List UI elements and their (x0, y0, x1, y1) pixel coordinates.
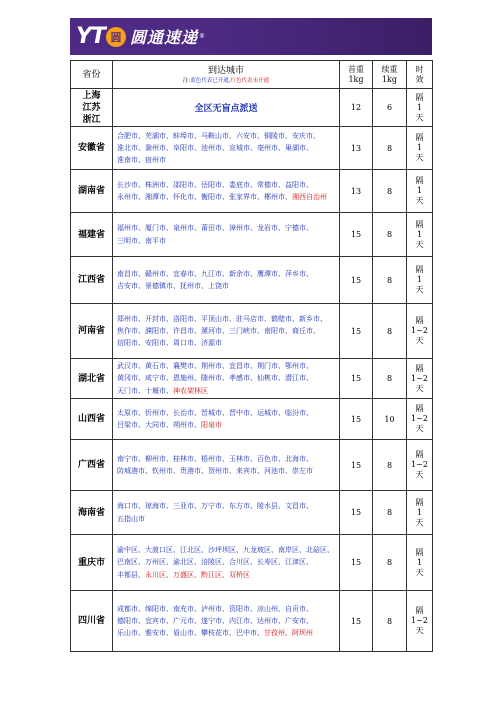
brand-logo (70, 18, 205, 55)
extra-weight-price: 8 (373, 591, 407, 652)
delivery-time: 隔 1~2 天 (407, 304, 433, 359)
first-weight-price: 15 (340, 359, 373, 399)
table-row (71, 440, 433, 491)
opened-cities: 渝中区、大渡口区、江北区、沙坪坝区、九龙坡区、南岸区、北碚区、巴南区、万州区、渝北区、涪陵区、合川区、长寿区、江津区、丰都县、 (117, 546, 334, 579)
shipping-rate-table (70, 60, 433, 652)
opened-cities: 太原市、忻州市、长治市、晋城市、晋中市、运城市、临汾市、吕梁市、大同市、朔州市、 (117, 408, 313, 429)
delivery-time: 隔 1 天 (407, 170, 433, 213)
province-cell: 广西省 (71, 440, 113, 491)
not-opened-cities: 甘孜州、阿坝州 (264, 629, 313, 638)
banner-stripe (205, 18, 432, 55)
header-city: 到达城市 注:蓝色代表已开通,红色代表未开通 (113, 61, 340, 89)
city-list-cell (113, 491, 340, 535)
province-cell: 重庆市 (71, 535, 113, 591)
table-row (71, 127, 433, 170)
delivery-time: 隔 1 天 (407, 535, 433, 591)
brand-banner (70, 18, 432, 55)
header-time: 时 效 (407, 61, 433, 89)
province-cell: 湖南省 (71, 170, 113, 213)
table-body (71, 89, 433, 652)
delivery-time: 隔 1 天 (407, 89, 433, 127)
opened-cities: 南宁市、柳州市、桂林市、梧州市、玉林市、百色市、北海市、防城港市、钦州市、贵港市、贺州市、来宾市、河池市、崇左市 (117, 454, 313, 475)
delivery-time: 隔 1~2 天 (407, 399, 433, 440)
table-row (71, 399, 433, 440)
table-row (71, 257, 433, 304)
opened-cities: 海口市、琼海市、三亚市、万宁市、东方市、陵水县、文昌市、五指山市 (117, 502, 313, 523)
city-list-cell (113, 127, 340, 170)
opened-cities: 长沙市、株洲市、邵阳市、岳阳市、娄底市、常德市、益阳市、永州市、湘潭市、怀化市、衡阳市、张家界市、郴州市、 (117, 180, 313, 201)
table-row (71, 535, 433, 591)
table-row (71, 170, 433, 213)
delivery-time: 隔 1 天 (407, 257, 433, 304)
extra-weight-price: 6 (373, 89, 407, 127)
first-weight-price: 15 (340, 304, 373, 359)
table-header-row (71, 61, 433, 89)
header-province: 省份 (71, 61, 113, 89)
registered-mark: ® (198, 33, 205, 40)
province-cell: 四川省 (71, 591, 113, 652)
header-extra-weight: 续重 1kg (373, 61, 407, 89)
extra-weight-price: 8 (373, 535, 407, 591)
extra-weight-price: 8 (373, 127, 407, 170)
city-list-cell (113, 213, 340, 257)
table-row (71, 359, 433, 399)
logo-mark-icon: 圆 (106, 27, 126, 47)
first-weight-price: 13 (340, 127, 373, 170)
province-cell: 河南省 (71, 304, 113, 359)
first-weight-price: 12 (340, 89, 373, 127)
table-row (71, 591, 433, 652)
opened-cities: 武汉市、黄石市、襄樊市、荆州市、宜昌市、荆门市、鄂州市、黄冈市、咸宁市、恩施州、随州市、孝感市、仙桃市、潜江市、天门市、十堰市、 (117, 362, 313, 395)
province-cell: 海南省 (71, 491, 113, 535)
table-row (71, 304, 433, 359)
not-opened-cities: 湘西自治州 (292, 193, 327, 201)
extra-weight-price: 10 (373, 399, 407, 440)
extra-weight-price: 8 (373, 440, 407, 491)
city-list-cell (113, 304, 340, 359)
first-weight-price: 15 (340, 257, 373, 304)
delivery-time: 隔 1 天 (407, 213, 433, 257)
city-list-cell (113, 257, 340, 304)
province-cell: 江西省 (71, 257, 113, 304)
opened-cities: 成都市、绵阳市、南充市、泸州市、资阳市、凉山州、自贡市、德阳市、宜宾市、广元市、遂宁市、内江市、达州市、广安市、乐山市、雅安市、眉山市、攀枝花市、巴中市、 (117, 604, 313, 638)
province-cell: 上海 江苏 浙江 (71, 89, 113, 127)
province-cell: 山西省 (71, 399, 113, 440)
delivery-time: 隔 1 天 (407, 127, 433, 170)
extra-weight-price: 8 (373, 304, 407, 359)
opened-cities: 合肥市、芜湖市、蚌埠市、马鞍山市、六安市、铜陵市、安庆市、淮北市、滁州市、阜阳市、池州市、宣城市、亳州市、巢湖市、淮南市、宿州市 (117, 131, 320, 165)
table-row (71, 213, 433, 257)
delivery-time: 隔 1~2 天 (407, 440, 433, 491)
first-weight-price: 15 (340, 213, 373, 257)
province-cell: 福建省 (71, 213, 113, 257)
table-row (71, 491, 433, 535)
extra-weight-price: 8 (373, 257, 407, 304)
delivery-time: 隔 1~2 天 (407, 359, 433, 399)
header-first-weight: 首重 1kg (340, 61, 373, 89)
not-opened-cities: 阳泉市 (201, 421, 222, 429)
city-list-cell (113, 399, 340, 440)
delivery-time: 隔 1 天 (407, 491, 433, 535)
city-list-cell (113, 591, 340, 652)
logo-letters: YT (76, 24, 105, 49)
table-row (71, 89, 433, 127)
city-list-cell (113, 359, 340, 399)
full-coverage-cell: 全区无盲点派送 (113, 89, 340, 127)
extra-weight-price: 8 (373, 213, 407, 257)
city-list-cell (113, 440, 340, 491)
brand-name: 圆通速递 (129, 28, 198, 47)
province-cell: 安徽省 (71, 127, 113, 170)
delivery-time: 隔 1~2 天 (407, 591, 433, 652)
opened-cities: 南昌市、赣州市、宜春市、九江市、新余市、鹰潭市、萍乡市、吉安市、景德镇市、抚州市、上饶市 (117, 269, 313, 290)
extra-weight-price: 8 (373, 359, 407, 399)
first-weight-price: 15 (340, 491, 373, 535)
extra-weight-price: 8 (373, 170, 407, 213)
first-weight-price: 13 (340, 170, 373, 213)
not-opened-cities: 神农架林区 (173, 386, 208, 395)
first-weight-price: 15 (340, 440, 373, 491)
city-list-cell (113, 170, 340, 213)
first-weight-price: 15 (340, 591, 373, 652)
city-list-cell (113, 535, 340, 591)
first-weight-price: 15 (340, 399, 373, 440)
not-opened-cities: 永川区、万盛区、黔江区、双桥区 (145, 570, 250, 579)
header-legend-note: 注:蓝色代表已开通,红色代表未开通 (182, 77, 270, 84)
extra-weight-price: 8 (373, 491, 407, 535)
opened-cities: 郑州市、开封市、洛阳市、平顶山市、驻马店市、鹤壁市、新乡市、焦作市、濮阳市、许昌市、漯河市、三门峡市、南阳市、商丘市、信阳市、安阳市、周口市、济源市 (117, 314, 327, 348)
first-weight-price: 15 (340, 535, 373, 591)
province-cell: 湖北省 (71, 359, 113, 399)
opened-cities: 福州市、厦门市、泉州市、莆田市、漳州市、龙岩市、宁德市、三明市、南平市 (117, 224, 313, 245)
